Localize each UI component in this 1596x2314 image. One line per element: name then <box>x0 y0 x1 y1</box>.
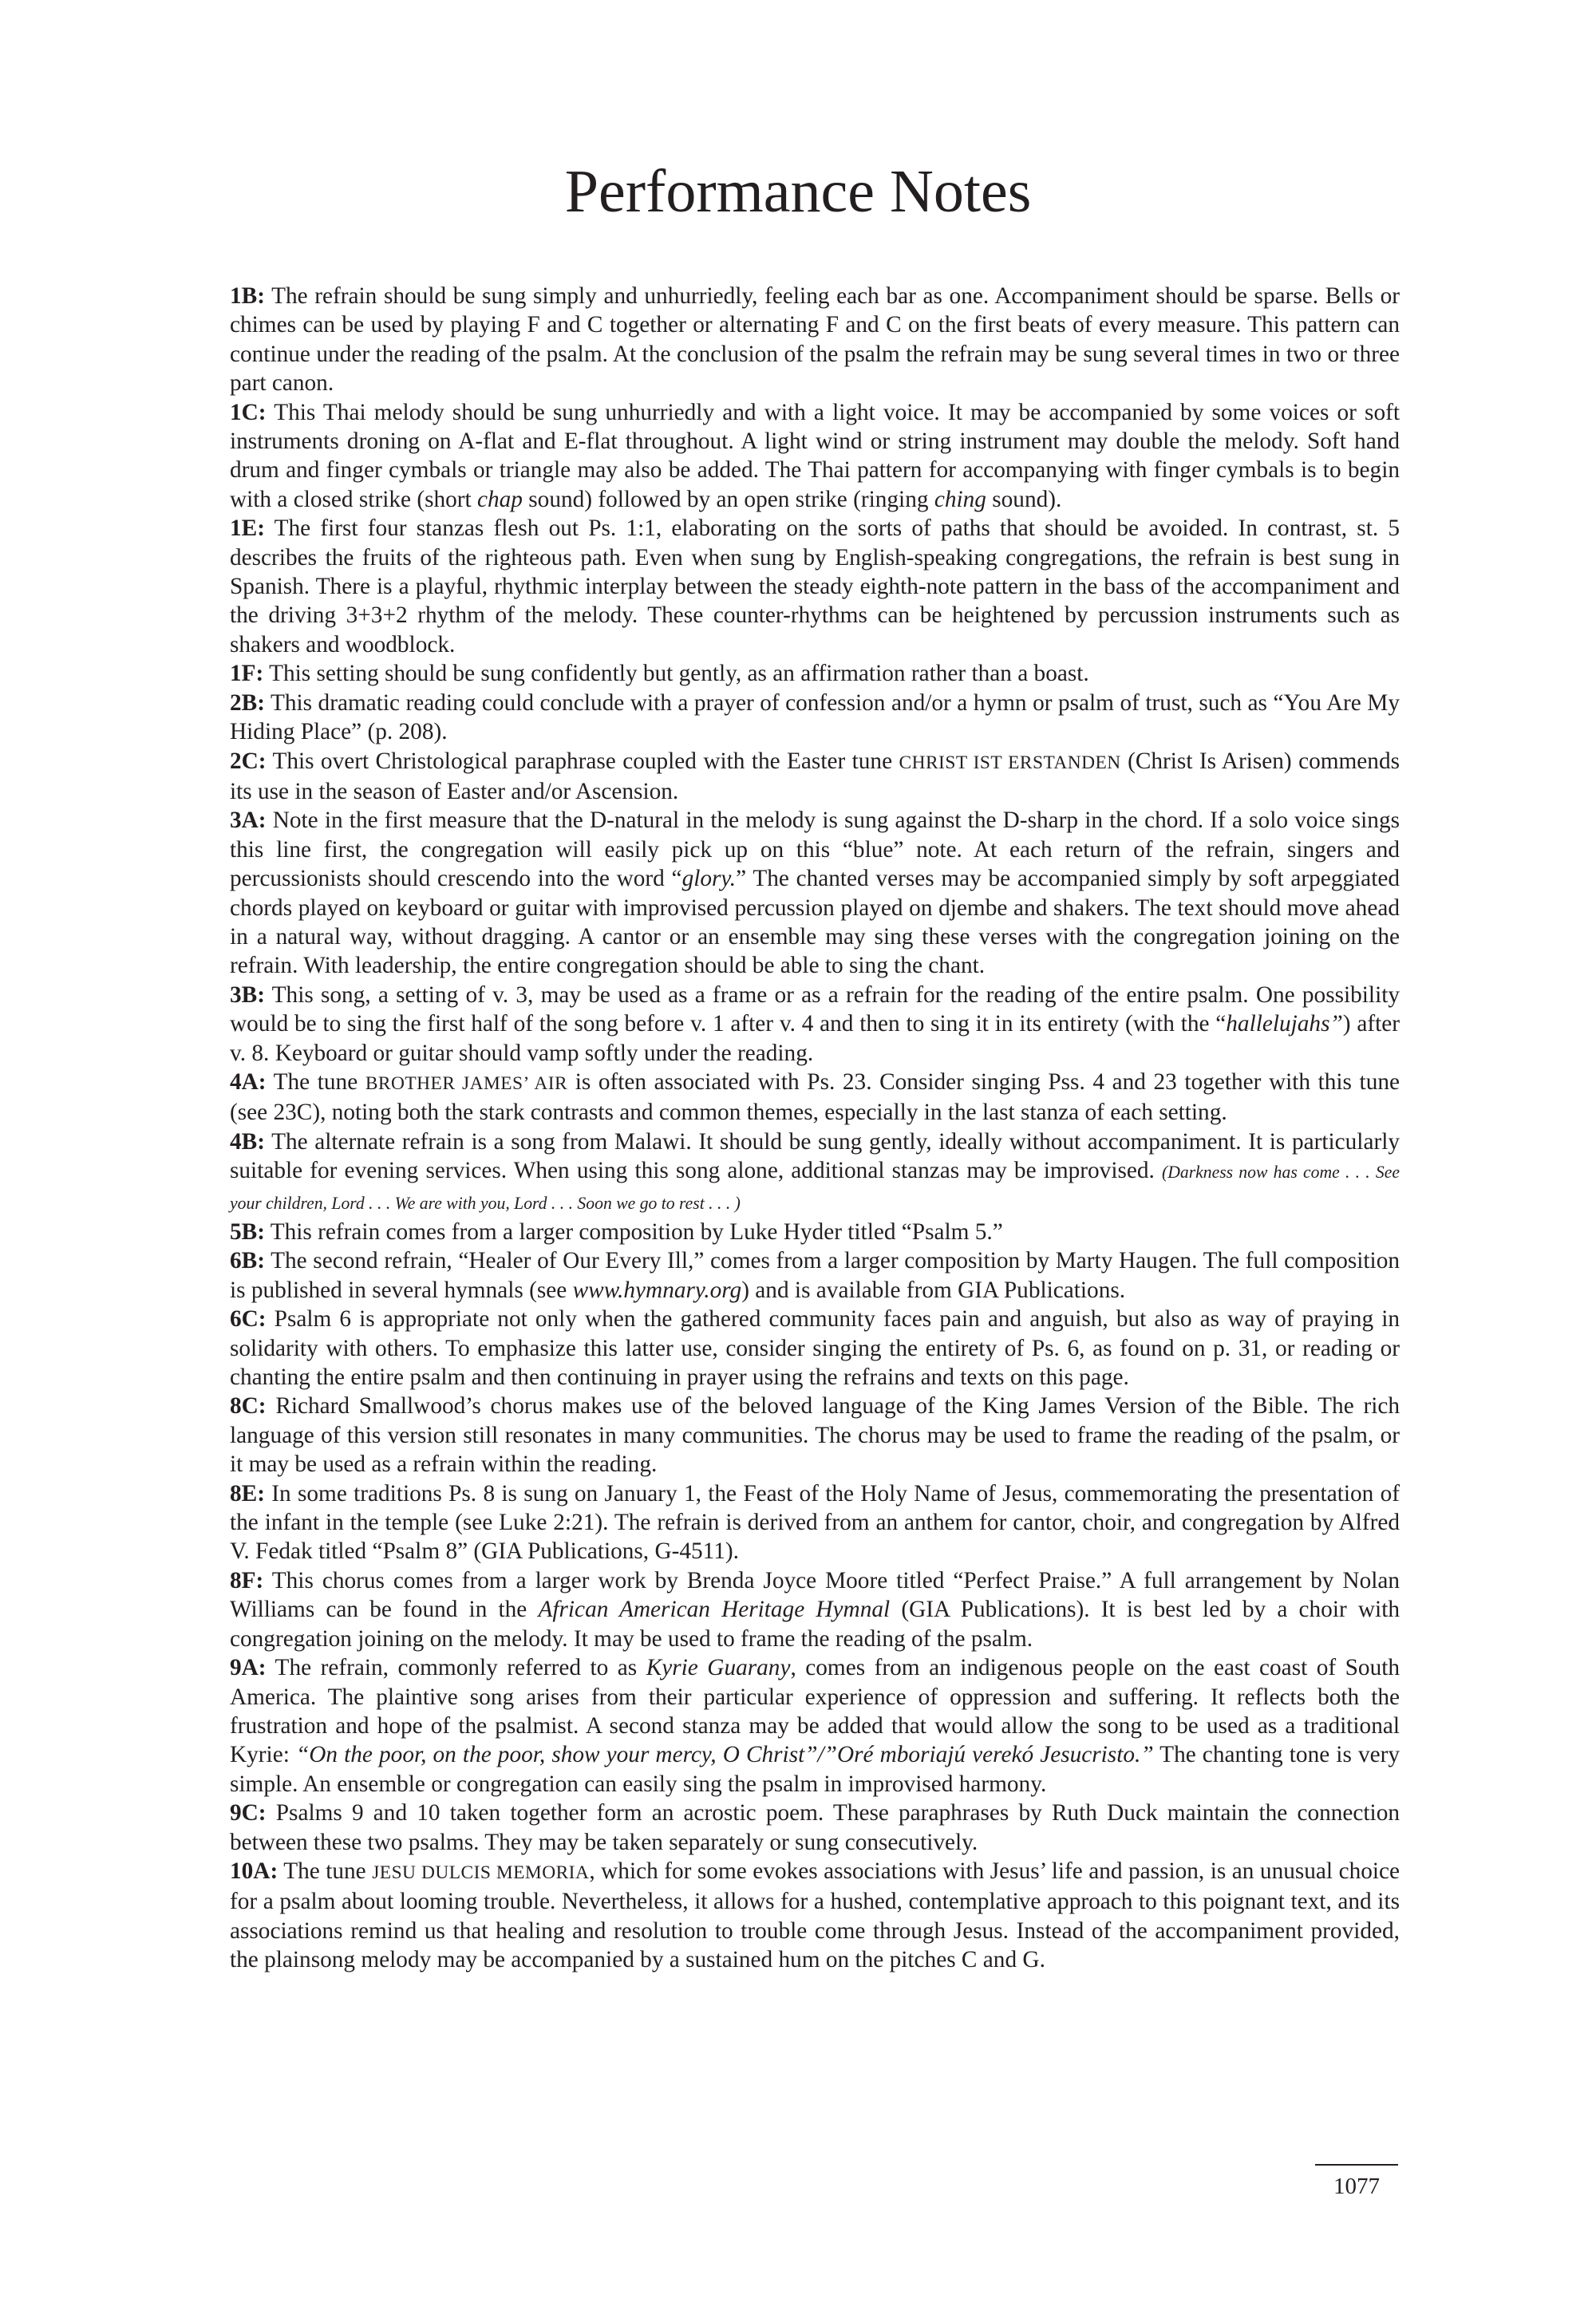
note-label: 6C: <box>230 1306 267 1333</box>
note-label: 9A: <box>230 1655 267 1681</box>
note-label: 4A: <box>230 1068 267 1095</box>
note-4a <box>230 1068 1400 1127</box>
note-1e <box>230 514 1400 659</box>
note-italic: Kyrie Guarany <box>646 1655 791 1681</box>
note-label: 8F: <box>230 1567 264 1593</box>
note-text: The chanting tone is very simple. An ensemble or congregation can easily sing the psalm in improvised harmony. <box>230 1742 1400 1797</box>
note-1b <box>230 282 1400 398</box>
note-italic: “On the poor, on the poor, show your mercy, O Christ”/”Oré mboriajú verekó Jesucristo.” <box>295 1742 1154 1768</box>
note-label: 8C: <box>230 1393 267 1420</box>
note-italic: chap <box>477 486 523 512</box>
note-text: , comes from an indigenous people on the east coast of South America. The plaintive song arises from their particular experience of oppression and suffering. It reflects both the frustration and hope of the psalmist. A second stanza may be added that would allow the song to be used as a traditional Kyrie: <box>230 1655 1400 1768</box>
note-2b <box>230 689 1400 747</box>
folio-rule <box>1315 2164 1398 2166</box>
note-label: 5B: <box>230 1219 265 1245</box>
note-label: 9C: <box>230 1800 267 1826</box>
note-3a <box>230 806 1400 980</box>
note-text: ) after v. 8. Keyboard or guitar should vamp softly under the reading. <box>230 1011 1400 1066</box>
note-text: Psalms 9 and 10 taken together form an acrostic poem. These paraphrases by Ruth Duck maintain the connection between these two psalms. They may be taken separately or sung consecutively. <box>230 1800 1400 1855</box>
note-text: This song, a setting of v. 3, may be used as a frame or as a refrain for the reading of the entire psalm. One possibility would be to sing the first half of the song before v. 1 after v. 4 and then to sing it in its entirety (with the “ <box>230 981 1400 1037</box>
note-6c <box>230 1305 1400 1392</box>
note-italic: www.hymnary.org <box>572 1277 742 1303</box>
note-text: The tune <box>283 1858 366 1884</box>
note-4b <box>230 1127 1400 1218</box>
note-8e <box>230 1479 1400 1566</box>
note-text: This chorus comes from a larger work by Brenda Joyce Moore titled “Perfect Praise.” A full arrangement by Nolan Williams can be found in the <box>230 1567 1400 1623</box>
note-text: The alternate refrain is a song from Malawi. It should be sung gently, ideally without accompaniment. It is particularly suitable for evening services. When using this song alone, additional stanzas may be improvised. <box>230 1128 1400 1184</box>
note-text: This overt Christological paraphrase coupled with the Easter tune <box>272 748 893 774</box>
note-text: The second refrain, “Healer of Our Every Ill,” comes from a larger composition by Marty Haugen. The full composition is published in several hymnals (see <box>230 1248 1400 1303</box>
note-italic: glory. <box>681 866 737 892</box>
note-label: 4B: <box>230 1128 265 1155</box>
note-9a <box>230 1653 1400 1799</box>
note-1f <box>230 659 1400 688</box>
note-text: The refrain should be sung simply and unhurriedly, feeling each bar as one. Accompaniment should be sparse. Bells or chimes can be used by playing F and C together or alternating F and C on the first beats of every measure. This pattern can continue under the reading of the psalm. At the conclusion of the psalm the refrain may be sung several times in two or three part canon. <box>230 283 1400 397</box>
performance-notes <box>230 282 1400 1975</box>
note-text: The tune <box>273 1068 358 1095</box>
note-text: ” The chanted verses may be accompanied simply by soft arpeggiated chords played on keyboard or guitar with improvised percussion played on djembe and shakers. The text should move ahead in a natural way, without dragging. A cantor or an ensemble may sing these verses with the congregation joining on the refrain. With leadership, the entire congregation should be able to sing the chant. <box>230 866 1400 979</box>
note-label: 2B: <box>230 689 265 716</box>
note-text: sound) followed by an open strike (ringing <box>528 486 929 512</box>
tune-name: JESU DULCIS MEMORIA <box>372 1862 590 1883</box>
note-text: Note in the first measure that the D-natural in the melody is sung against the D-sharp in the chord. If a solo voice sings this line first, the congregation will easily pick up on this “blue” note. At each return of the refrain, singers and percussionists should crescendo into the word “ <box>230 808 1400 892</box>
note-text: This Thai melody should be sung unhurriedly and with a light voice. It may be accompanied by some voices or soft instruments droning on A-flat and E-flat throughout. A light wind or string instrument may double the melody. Soft hand drum and finger cymbals or triangle may also be added. The Thai pattern for accompanying with finger cymbals is to begin with a closed strike (short <box>230 399 1400 512</box>
note-9c <box>230 1799 1400 1857</box>
note-label: 2C: <box>230 748 267 774</box>
note-small-italic: (Darkness now has come . . . See your children, Lord . . . We are with you, Lord . . . Soon we go to rest . . . ) <box>230 1163 1400 1213</box>
note-label: 1C: <box>230 399 267 425</box>
note-text: The first four stanzas flesh out Ps. 1:1, elaborating on the sorts of paths that should be avoided. In contrast, st. 5 describes the fruits of the righteous path. Even when sung by English-speaking congregations, the refrain is best sung in Spanish. There is a playful, rhythmic interplay between the steady eighth-note pattern in the bass of the accompaniment and the driving 3+3+2 rhythm of the melody. These counter-rhythms can be heightened by percussion instruments such as shakers and woodblock. <box>230 515 1400 657</box>
note-1c <box>230 398 1400 515</box>
note-text: , which for some evokes associations with Jesus’ life and passion, is an unusual choice for a psalm about looming trouble. Nevertheless, it allows for a hushed, contemplative approach to this poignant text, and its associations remind us that healing and resolution to trouble come through Jesus. Instead of the accompaniment provided, the plainsong melody may be accompanied by a sustained hum on the pitches C and G. <box>230 1858 1400 1973</box>
note-text: (GIA Publications). It is best led by a choir with congregation joining on the melody. It may be used to frame the reading of the psalm. <box>230 1597 1400 1652</box>
note-text: The refrain, commonly referred to as <box>275 1655 638 1681</box>
page-number: 1077 <box>1333 2174 1380 2199</box>
note-text: In some traditions Ps. 8 is sung on January 1, the Feast of the Holy Name of Jesus, commemorating the presentation of the infant in the temple (see Luke 2:21). The refrain is derived from an anthem for cantor, choir, and congregation by Alfred V. Fedak titled “Psalm 8” (GIA Publications, G-4511). <box>230 1480 1400 1565</box>
note-label: 1F: <box>230 661 264 687</box>
note-label: 3A: <box>230 808 267 834</box>
note-text: Psalm 6 is appropriate not only when the gathered community faces pain and anguish, but also as way of praying in solidarity with others. To emphasize this latter use, consider singing the entirety of Ps. 6, as found on p. 31, or reading or chanting the entire psalm and then continuing in prayer using the refrains and texts on this page. <box>230 1306 1400 1391</box>
note-label: 6B: <box>230 1248 265 1274</box>
note-3b <box>230 981 1400 1068</box>
note-6b <box>230 1246 1400 1305</box>
note-text: This setting should be sung confidently but gently, as an affirmation rather than a boast. <box>269 661 1089 687</box>
note-label: 1B: <box>230 283 265 309</box>
note-text: ) and is available from GIA Publications. <box>741 1277 1126 1303</box>
note-text: This refrain comes from a larger composition by Luke Hyder titled “Psalm 5.” <box>270 1219 1003 1245</box>
note-text: (Christ Is Arisen) commends its use in the season of Easter and/or Ascension. <box>230 748 1400 804</box>
note-label: 10A: <box>230 1858 279 1884</box>
tune-name: CHRIST IST ERSTANDEN <box>899 752 1121 773</box>
note-5b <box>230 1218 1400 1246</box>
note-text: is often associated with Ps. 23. Consider singing Pss. 4 and 23 together with this tune (see 23C), noting both the stark contrasts and common themes, especially in the last stanza of each setting. <box>230 1068 1400 1126</box>
note-text: Richard Smallwood’s chorus makes use of the beloved language of the King James Version of the Bible. The rich language of this version still resonates in many communities. The chorus may be used to frame the reading of the psalm, or it may be used as a refrain within the reading. <box>230 1393 1400 1478</box>
note-label: 3B: <box>230 981 265 1008</box>
note-text: This dramatic reading could conclude with a prayer of confession and/or a hymn or psalm of trust, such as “You Are My Hiding Place” (p. 208). <box>230 689 1400 745</box>
note-8c <box>230 1392 1400 1479</box>
page-title: Performance Notes <box>564 158 1032 225</box>
note-text: sound). <box>992 486 1062 512</box>
note-2c <box>230 747 1400 807</box>
tune-name: BROTHER JAMES’ AIR <box>365 1072 568 1094</box>
note-italic: hallelujahs” <box>1226 1011 1343 1037</box>
note-italic: African American Heritage Hymnal <box>538 1597 891 1623</box>
note-italic: ching <box>934 486 986 512</box>
note-label: 8E: <box>230 1480 265 1506</box>
note-8f <box>230 1566 1400 1653</box>
note-label: 1E: <box>230 515 265 542</box>
note-10a <box>230 1857 1400 1975</box>
